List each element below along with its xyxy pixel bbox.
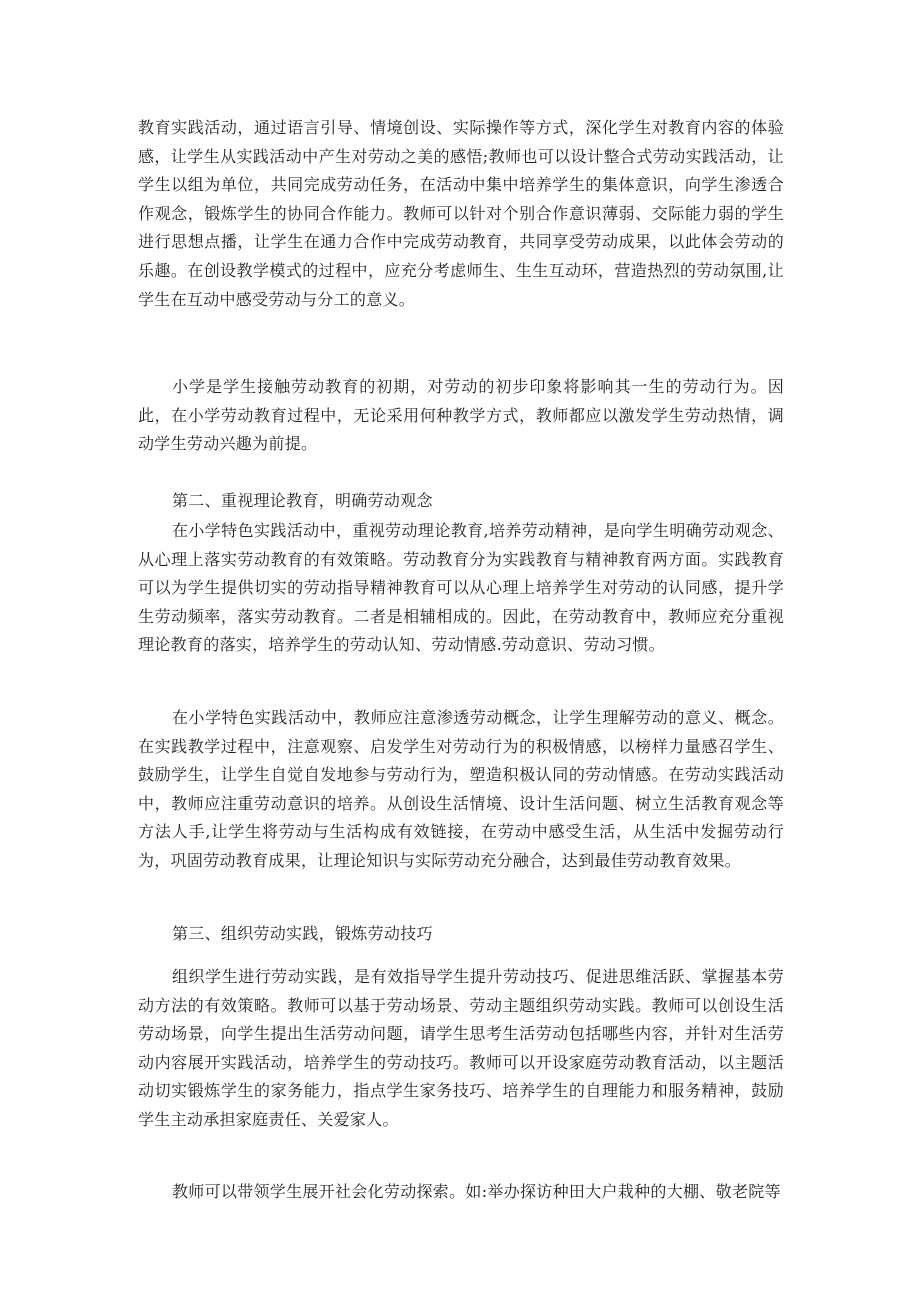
- paragraph-theory-education: 在小学特色实践活动中，重视劳动理论教育,培养劳动精神，是向学生明确劳动观念、从心理上落实劳动教育的有效策略。劳动教育分为实践教育与精神教育两方面。实践教育可以为学生提供切实的劳动指导精神教育可以从心理上培养学生对劳动的认同感，提升学生劳动频率，落实劳动教育。二者是相辅相成的。因此，在劳动教育中，教师应充分重视理论教育的落实，培养学生的劳动认知、劳动情感.劳动意识、劳动习惯。: [138, 521, 784, 655]
- paragraph-labor-practice: 组织学生进行劳动实践，是有效指导学生提升劳动技巧、促进思维活跃、掌握基本劳动方法的有效策略。教师可以基于劳动场景、劳动主题组织劳动实践。教师可以创设生活劳动场景，向学生提出生活劳动问题，请学生思考生活劳动包括哪些内容，并针对生活劳动内容展开实践活动，培养学生的劳动技巧。教师可以开设家庭劳动教育活动，以主题活动切实锻炼学生的家务能力，指点学生家务技巧、培养学生的自理能力和服务精神，鼓励学生主动承担家庭责任、关爱家人。: [138, 967, 784, 1129]
- paragraph-labor-concept: 在小学特色实践活动中，教师应注意渗透劳动概念，让学生理解劳动的意义、概念。在实践教学过程中，注意观察、启发学生对劳动行为的积极情感，以榜样力量感召学生、鼓励学生，让学生自觉自发地参与劳动行为，塑造积极认同的劳动情感。在劳动实践活动中，教师应注重劳动意识的培养。从创设生活情境、设计生活问题、树立生活教育观念等方法人手,让学生将劳动与生活构成有效链接，在劳动中感受生活，从生活中发掘劳动行为，巩固劳动教育成果，让理论知识与实际劳动充分融合，达到最佳劳动教育效果。: [138, 708, 784, 870]
- paragraph-primary-school-stage: 小学是学生接触劳动教育的初期，对劳动的初步印象将影响其一生的劳动行为。因此，在小学劳动教育过程中，无论采用何种教学方式，教师都应以激发学生劳动热情，调动学生劳动兴趣为前提。: [138, 377, 784, 454]
- section-heading-labor-practice: 第三、组织劳动实践，锻炼劳动技巧: [172, 924, 433, 943]
- paragraph-practice-activities: 教育实践活动，通过语言引导、情境创设、实际操作等方式，深化学生对教育内容的体验感，让学生从实践活动中产生对劳动之美的感悟;教师也可以设计整合式劳动实践活动，让学生以组为单位，共同完成劳动任务，在活动中集中培养学生的集体意识，向学生渗透合作观念，锻炼学生的协同合作能力。教师可以针对个别合作意识薄弱、交际能力弱的学生进行思想点播，让学生在通力合作中完成劳动教育，共同享受劳动成果，以此体会劳动的乐趣。在创设教学模式的过程中，应充分考虑师生、生生互动环，营造热烈的劳动氛围,让学生在互动中感受劳动与分工的意义。: [138, 118, 784, 309]
- section-heading-theory-education: 第二、重视理论教育，明确劳动观念: [172, 491, 433, 510]
- paragraph-social-labor: 教师可以带领学生展开社会化劳动探索。如:举办探访种田大户栽种的大棚、敬老院等: [172, 1182, 781, 1201]
